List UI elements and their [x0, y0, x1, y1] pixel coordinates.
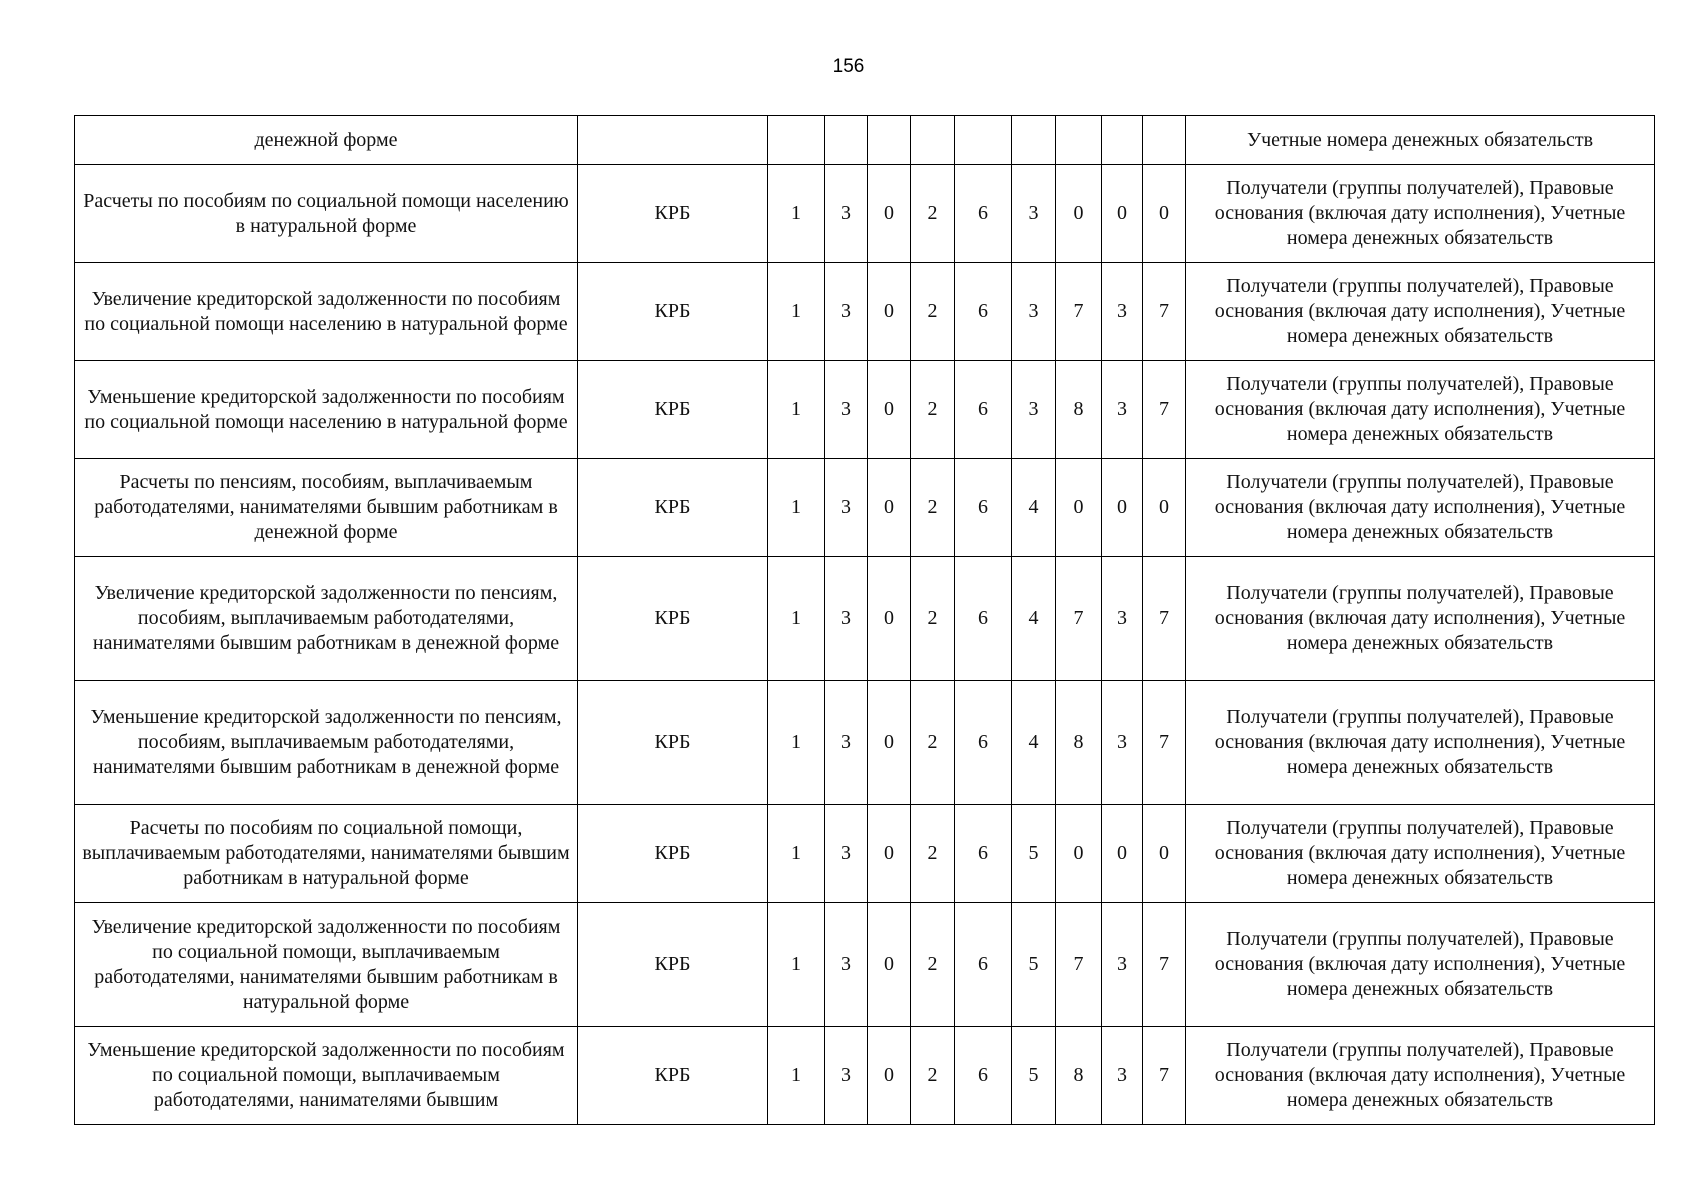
digit-cell: 2	[911, 165, 955, 263]
digit-cell	[825, 116, 868, 165]
digit-cell	[911, 116, 955, 165]
digit-cell: 3	[825, 805, 868, 903]
account-name-cell: Уменьшение кредиторской задолженности по пособиям по социальной помощи, выплачиваемым работодателями, нанимателями бывшим	[75, 1027, 578, 1125]
digit-cell	[1102, 116, 1143, 165]
digit-cell: 7	[1143, 681, 1186, 805]
digit-cell: 6	[955, 805, 1012, 903]
digit-cell: 7	[1056, 903, 1102, 1027]
table-row	[75, 557, 1655, 681]
digit-cell: 3	[825, 361, 868, 459]
digit-cell: 4	[1012, 681, 1056, 805]
digit-cell: 1	[768, 459, 825, 557]
digit-cell: 6	[955, 459, 1012, 557]
digit-cell: 0	[868, 1027, 911, 1125]
digit-cell: 7	[1056, 557, 1102, 681]
table-row	[75, 805, 1655, 903]
account-name-cell: Увеличение кредиторской задолженности по пособиям по социальной помощи населению в натуральной форме	[75, 263, 578, 361]
digit-cell: 5	[1012, 1027, 1056, 1125]
digit-cell: 3	[825, 1027, 868, 1125]
analytics-cell: Получатели (группы получателей), Правовые основания (включая дату исполнения), Учетные номера денежных обязательств	[1186, 1027, 1655, 1125]
digit-cell: 0	[868, 903, 911, 1027]
table-row	[75, 361, 1655, 459]
digit-cell: 0	[868, 165, 911, 263]
account-name-cell: денежной форме	[75, 116, 578, 165]
analytics-cell: Учетные номера денежных обязательств	[1186, 116, 1655, 165]
table-row	[75, 459, 1655, 557]
digit-cell: 6	[955, 1027, 1012, 1125]
analytics-cell: Получатели (группы получателей), Правовые основания (включая дату исполнения), Учетные номера денежных обязательств	[1186, 805, 1655, 903]
digit-cell: 2	[911, 903, 955, 1027]
digit-cell: 3	[1102, 361, 1143, 459]
digit-cell: 1	[768, 805, 825, 903]
digit-cell: 0	[1056, 165, 1102, 263]
digit-cell: 0	[1102, 165, 1143, 263]
digit-cell: 7	[1143, 263, 1186, 361]
account-name-cell: Увеличение кредиторской задолженности по пенсиям, пособиям, выплачиваемым работодателями, нанимателями бывшим работникам в денежной форме	[75, 557, 578, 681]
digit-cell: 0	[1143, 805, 1186, 903]
digit-cell: 0	[1102, 459, 1143, 557]
digit-cell: 4	[1012, 459, 1056, 557]
digit-cell: 0	[1143, 459, 1186, 557]
digit-cell: 2	[911, 1027, 955, 1125]
analytics-cell: Получатели (группы получателей), Правовые основания (включая дату исполнения), Учетные номера денежных обязательств	[1186, 903, 1655, 1027]
digit-cell: 1	[768, 557, 825, 681]
account-name-cell: Расчеты по пенсиям, пособиям, выплачиваемым работодателями, нанимателями бывшим работникам в денежной форме	[75, 459, 578, 557]
account-name-cell: Уменьшение кредиторской задолженности по пособиям по социальной помощи населению в натуральной форме	[75, 361, 578, 459]
digit-cell: 3	[825, 459, 868, 557]
digit-cell: 2	[911, 557, 955, 681]
digit-cell: 3	[825, 557, 868, 681]
digit-cell: 5	[1012, 805, 1056, 903]
digit-cell: 1	[768, 263, 825, 361]
budget-code-cell: КРБ	[578, 361, 768, 459]
digit-cell: 2	[911, 459, 955, 557]
account-name-cell: Увеличение кредиторской задолженности по пособиям по социальной помощи, выплачиваемым работодателями, нанимателями бывшим работникам в натуральной форме	[75, 903, 578, 1027]
analytics-cell: Получатели (группы получателей), Правовые основания (включая дату исполнения), Учетные номера денежных обязательств	[1186, 165, 1655, 263]
digit-cell: 6	[955, 165, 1012, 263]
budget-code-cell	[578, 116, 768, 165]
digit-cell: 3	[1102, 263, 1143, 361]
digit-cell: 3	[825, 165, 868, 263]
digit-cell: 2	[911, 263, 955, 361]
digit-cell	[868, 116, 911, 165]
accounts-table	[74, 115, 1655, 1125]
page-number: 156	[832, 56, 865, 77]
table-row	[75, 116, 1655, 165]
budget-code-cell: КРБ	[578, 681, 768, 805]
analytics-cell: Получатели (группы получателей), Правовые основания (включая дату исполнения), Учетные номера денежных обязательств	[1186, 557, 1655, 681]
digit-cell: 7	[1143, 1027, 1186, 1125]
digit-cell: 3	[1012, 263, 1056, 361]
digit-cell: 6	[955, 903, 1012, 1027]
budget-code-cell: КРБ	[578, 459, 768, 557]
table-row	[75, 681, 1655, 805]
digit-cell: 3	[825, 681, 868, 805]
digit-cell: 6	[955, 681, 1012, 805]
digit-cell: 3	[1102, 1027, 1143, 1125]
digit-cell: 1	[768, 165, 825, 263]
digit-cell: 0	[868, 361, 911, 459]
digit-cell: 5	[1012, 903, 1056, 1027]
digit-cell	[1056, 116, 1102, 165]
digit-cell: 0	[1056, 459, 1102, 557]
budget-code-cell: КРБ	[578, 1027, 768, 1125]
table-row	[75, 1027, 1655, 1125]
digit-cell: 0	[1056, 805, 1102, 903]
digit-cell: 6	[955, 557, 1012, 681]
digit-cell: 3	[1012, 361, 1056, 459]
digit-cell: 3	[1102, 903, 1143, 1027]
analytics-cell: Получатели (группы получателей), Правовые основания (включая дату исполнения), Учетные номера денежных обязательств	[1186, 361, 1655, 459]
budget-code-cell: КРБ	[578, 805, 768, 903]
digit-cell	[1143, 116, 1186, 165]
budget-code-cell: КРБ	[578, 263, 768, 361]
digit-cell: 8	[1056, 1027, 1102, 1125]
analytics-cell: Получатели (группы получателей), Правовые основания (включая дату исполнения), Учетные номера денежных обязательств	[1186, 459, 1655, 557]
analytics-cell: Получатели (группы получателей), Правовые основания (включая дату исполнения), Учетные номера денежных обязательств	[1186, 681, 1655, 805]
digit-cell: 3	[1102, 557, 1143, 681]
digit-cell: 2	[911, 361, 955, 459]
account-name-cell: Уменьшение кредиторской задолженности по пенсиям, пособиям, выплачиваемым работодателями, нанимателями бывшим работникам в денежной форме	[75, 681, 578, 805]
budget-code-cell: КРБ	[578, 165, 768, 263]
account-name-cell: Расчеты по пособиям по социальной помощи, выплачиваемым работодателями, нанимателями бывшим работникам в натуральной форме	[75, 805, 578, 903]
digit-cell: 0	[868, 459, 911, 557]
digit-cell: 3	[1012, 165, 1056, 263]
digit-cell: 2	[911, 681, 955, 805]
digit-cell: 7	[1143, 557, 1186, 681]
digit-cell: 1	[768, 681, 825, 805]
digit-cell: 3	[825, 903, 868, 1027]
digit-cell: 8	[1056, 361, 1102, 459]
digit-cell: 3	[825, 263, 868, 361]
digit-cell: 0	[868, 557, 911, 681]
digit-cell: 2	[911, 805, 955, 903]
digit-cell	[1012, 116, 1056, 165]
account-name-cell: Расчеты по пособиям по социальной помощи населению в натуральной форме	[75, 165, 578, 263]
digit-cell: 1	[768, 903, 825, 1027]
analytics-cell: Получатели (группы получателей), Правовые основания (включая дату исполнения), Учетные номера денежных обязательств	[1186, 263, 1655, 361]
digit-cell: 8	[1056, 681, 1102, 805]
digit-cell: 0	[1102, 805, 1143, 903]
digit-cell: 0	[868, 805, 911, 903]
digit-cell: 7	[1143, 903, 1186, 1027]
digit-cell: 1	[768, 361, 825, 459]
digit-cell: 7	[1056, 263, 1102, 361]
table-row	[75, 903, 1655, 1027]
digit-cell: 1	[768, 1027, 825, 1125]
digit-cell: 6	[955, 361, 1012, 459]
digit-cell	[955, 116, 1012, 165]
budget-code-cell: КРБ	[578, 903, 768, 1027]
digit-cell	[768, 116, 825, 165]
table-row	[75, 165, 1655, 263]
digit-cell: 0	[1143, 165, 1186, 263]
digit-cell: 0	[868, 681, 911, 805]
digit-cell: 4	[1012, 557, 1056, 681]
table-row	[75, 263, 1655, 361]
budget-code-cell: КРБ	[578, 557, 768, 681]
digit-cell: 7	[1143, 361, 1186, 459]
digit-cell: 0	[868, 263, 911, 361]
digit-cell: 6	[955, 263, 1012, 361]
digit-cell: 3	[1102, 681, 1143, 805]
